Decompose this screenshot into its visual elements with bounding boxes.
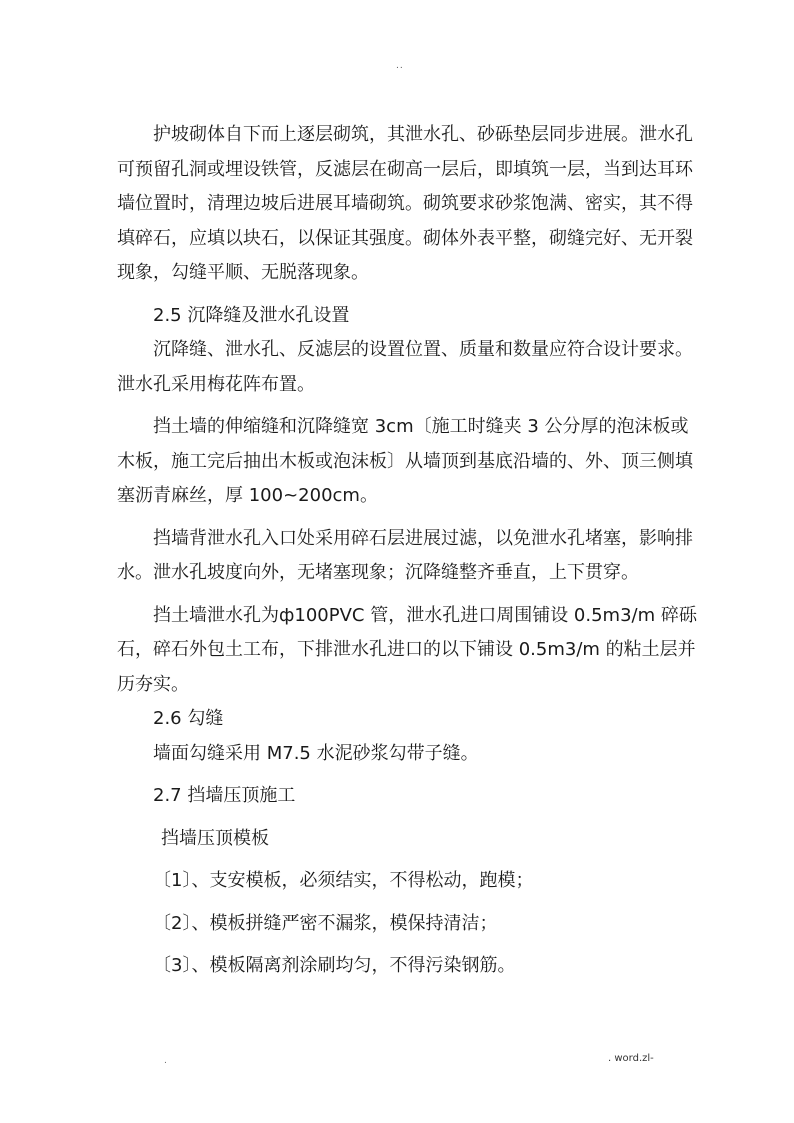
- paragraph-expansion-joints: 挡土墙的伸缩缝和沉降缝宽 3cm〔施工时缝夹 3 公分厚的泡沫板或木板，施工完后抽出木板或泡沫板〕从墙顶到基底沿墙的、外、顶三侧填塞沥青麻丝，厚 100~200cm。: [117, 416, 693, 506]
- paragraph-slope-masonry: 护坡砌体自下而上逐层砌筑，其泄水孔、砂砾垫层同步进展。泄水孔可预留孔洞或埋设铁管，反滤层在砌高一层后，即填筑一层，当到达耳环墙位置时，清理边坡后进展耳墙砌筑。砌筑要求砂浆饱满、密实，其不得填碎石，应填以块石，以保证其强度。砌体外表平整，砌缝完好、无开裂现象，勾缝平顺、无脱落现象。: [117, 124, 693, 283]
- paragraph-pvc-drain: 挡土墙泄水孔为ф100PVC 管，泄水孔进口周围铺设 0.5m3/m 碎砾石，碎石外包土工布，下排泄水孔进口的以下铺设 0.5m3/m 的粘土层并历夯实。: [117, 604, 697, 695]
- footer-watermark: . word.zl-: [608, 1053, 654, 1064]
- body-text: [117, 118, 700, 984]
- list-item-3: 〔3〕、模板隔离剂涂刷均匀，不得污染钢筋。: [153, 955, 516, 976]
- heading-2-7: 2.7 挡墙压顶施工: [153, 785, 296, 806]
- footer-left-mark: .: [164, 1056, 167, 1066]
- subheading-coping-formwork: 挡墙压顶模板: [161, 827, 269, 849]
- header-mark: ..: [396, 61, 404, 71]
- heading-2-5: 2.5 沉降缝及泄水孔设置: [153, 304, 350, 326]
- list-item-2: 〔2〕、模板拼缝严密不漏浆，模保持清洁；: [153, 912, 498, 934]
- paragraph-settlement-joints: 沉降缝、泄水孔、反滤层的设置位置、质量和数量应符合设计要求。泄水孔采用梅花阵布置。: [117, 339, 693, 395]
- heading-2-6: 2.6 勾缝: [153, 708, 224, 729]
- paragraph-pointing: 墙面勾缝采用 M7.5 水泥砂浆勾带子缝。: [153, 742, 479, 764]
- paragraph-drain-filter: 挡墙背泄水孔入口处采用碎石层进展过滤，以免泄水孔堵塞，影响排水。泄水孔坡度向外，无堵塞现象；沉降缝整齐垂直，上下贯穿。: [117, 527, 693, 583]
- list-item-1: 〔1〕、支安模板，必须结实，不得松动，跑模；: [153, 870, 534, 891]
